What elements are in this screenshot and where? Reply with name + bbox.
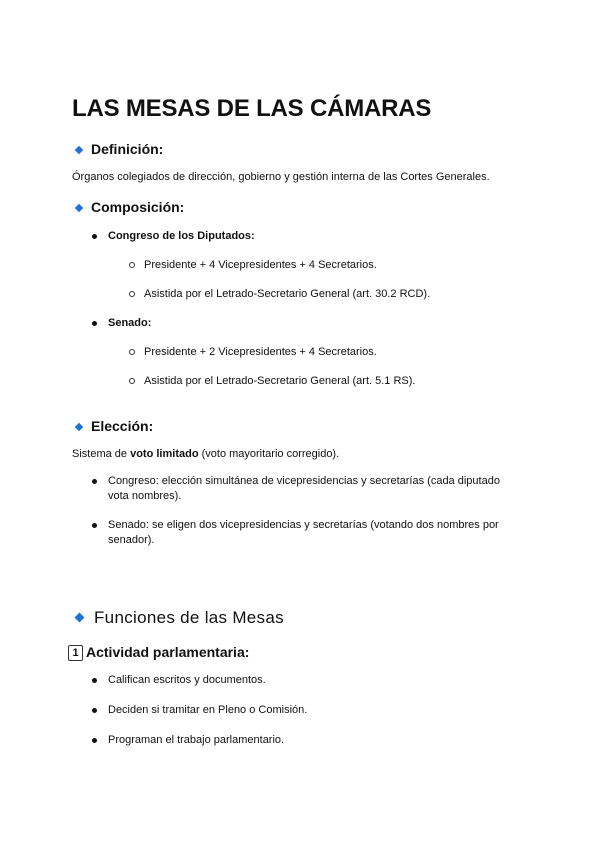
funciones-heading (72, 608, 284, 628)
eleccion-intro-pre: Sistema de (72, 448, 131, 460)
congreso-item-2: Asistida por el Letrado-Secretario General (art. 30.2 RCD). (144, 288, 431, 300)
senado-item-1: Presidente + 2 Vicepresidentes + 4 Secretarios. (144, 346, 377, 358)
eleccion-intro-bold: voto limitado (130, 448, 199, 460)
congreso-item-1: Presidente + 4 Vicepresidentes + 4 Secretarios. (144, 259, 377, 271)
eleccion-item-2: Senado: se eligen dos vicepresidencias y secretarías (votando dos nombres por senador). (108, 518, 508, 548)
page-title: LAS MESAS DE LAS CÁMARAS (72, 95, 432, 122)
congreso-label: Congreso de los Diputados: (108, 230, 255, 242)
actividad-heading-text: Actividad parlamentaria: (86, 644, 250, 660)
actividad-item-1: Califican escritos y documentos. (108, 674, 266, 686)
definicion-heading (72, 141, 163, 157)
actividad-item-3: Programan el trabajo parlamentario. (108, 734, 285, 746)
diamond-bullet-icon (75, 423, 83, 431)
composicion-heading (72, 199, 184, 215)
diamond-bullet-icon (75, 204, 83, 212)
actividad-item-2: Deciden si tramitar en Pleno o Comisión. (108, 704, 308, 716)
eleccion-heading-text: Elección: (91, 418, 154, 434)
composicion-heading-text: Composición: (91, 199, 185, 215)
eleccion-intro-post: (voto mayoritario corregido). (198, 448, 340, 460)
funciones-heading-text: Funciones de las Mesas (94, 608, 284, 627)
definicion-heading-text: Definición: (91, 141, 164, 157)
diamond-bullet-icon (75, 613, 85, 623)
eleccion-item-1: Congreso: elección simultánea de vicepresidencias y secretarías (cada diputado vota nombres). (108, 474, 508, 504)
senado-label: Senado: (108, 317, 152, 329)
senado-item-2: Asistida por el Letrado-Secretario General (art. 5.1 RS). (144, 375, 416, 387)
definicion-text: Órganos colegiados de dirección, gobierno y gestión interna de las Cortes Generales. (72, 171, 490, 183)
actividad-heading (68, 644, 249, 661)
eleccion-intro (72, 447, 339, 462)
keycap-number-icon: 1 (68, 645, 83, 661)
eleccion-heading (72, 418, 153, 434)
diamond-bullet-icon (75, 146, 83, 154)
